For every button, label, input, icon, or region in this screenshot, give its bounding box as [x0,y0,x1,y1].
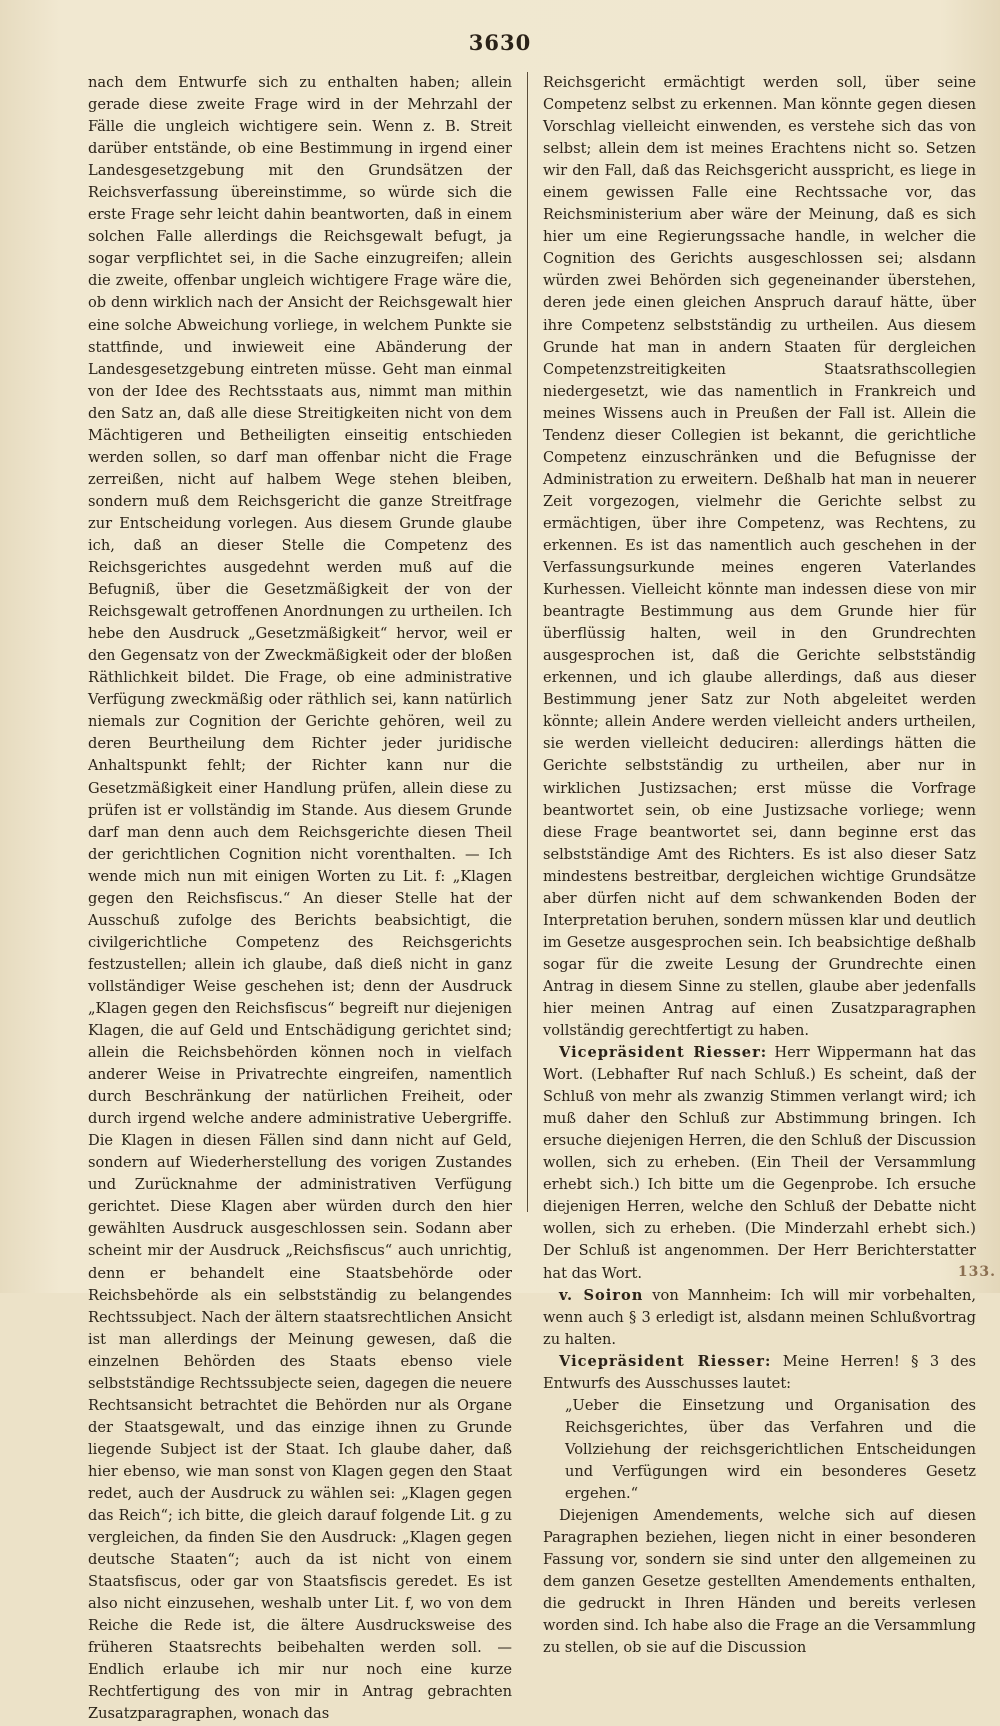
speech-text: von Mannheim: Ich will mir vorbehalten, wenn auch § 3 erledigt ist, alsdann meinen Schlußvortrag zu halten. [543,1286,976,1348]
speaker-name: Vicepräsident Riesser: [559,1352,772,1370]
column-divider [527,72,528,1212]
speech-paragraph [543,1285,976,1351]
speech-text: Meine Herren! § 3 des Entwurfs des Ausschusses lautet: [543,1352,976,1392]
quoted-paragraph: „Ueber die Einsetzung und Organisation des Reichsgerichtes, über das Verfahren und die Vollziehung der reichsgerichtlichen Entscheidungen und Verfügungen wird ein besonderes Gesetz ergehen.“ [565,1396,976,1502]
right-column [543,72,976,1659]
paragraph: Diejenigen Amendements, welche sich auf diesen Paragraphen beziehen, liegen nicht in einer besonderen Fassung vor, sondern sie sind unter den allgemeinen zu dem ganzen Gesetze gestellten Amendements enthalten, die gedruckt in Ihren Händen und bereits verlesen worden sind. Ich habe also die Frage an die Versammlung zu stellen, ob sie auf die Discussion [543,1507,976,1657]
speaker-name: v. Soiron [559,1286,644,1304]
edge-mark: 133. [957,1264,996,1280]
page-number: 3630 [468,30,532,55]
speaker-name: Vicepräsident Riesser: [559,1044,768,1062]
left-column [88,72,512,1726]
paragraph: nach dem Entwurfe sich zu enthalten haben; allein gerade diese zweite Frage wird in der Mehrzahl der Fälle die ungleich wichtigere sein. Wenn z. B. Streit darüber entstände, ob eine Bestimmung in irgend einer Landesgesetzgebung mit den Grundsätzen der Reichsverfassung übereinstimme, so würde sich die erste Frage sehr leicht dahin beantworten, daß in einem solchen Falle allerdings die Reichsgewalt befugt, ja sogar verpflichtet sei, in die Sache einzugreifen; allein die zweite, offenbar ungleich wichtigere Frage wäre die, ob denn wirklich nach der Ansicht der Reichsgewalt hier eine solche Abweichung vorliege, in welchem Punkte sie stattfinde, und inwieweit eine Abänderung der Landesgesetzgebung eintreten müsse. Geht man einmal von der Idee des Rechtsstaats aus, nimmt man mithin den Satz an, daß alle diese Streitigkeiten nicht von dem Mächtigeren und Betheiligten einseitig entschieden werden sollen, so darf man offenbar nicht die Frage zerreißen, nicht auf halbem Wege stehen bleiben, sondern muß dem Reichsgericht die ganze Streitfrage zur Entscheidung vorlegen. Aus diesem Grunde glaube ich, daß an dieser Stelle die Competenz des Reichsgerichtes ausgedehnt werden muß auf die Befugniß, über die Gesetzmäßigkeit der von der Reichsgewalt getroffenen Anordnungen zu urtheilen. Ich hebe den Ausdruck „Gesetzmäßigkeit“ hervor, weil er den Gegensatz von der Zweckmäßigkeit oder der bloßen Räthlichkeit bildet. Die Frage, ob eine administrative Verfügung zweckmäßig oder räthlich sei, kann natürlich niemals zur Cognition der Gerichte gehören, weil zu deren Beurtheilung dem Richter jeder juridische Anhaltspunkt fehlt; der Richter kann nur die Gesetzmäßigkeit einer Handlung prüfen, allein diese zu prüfen ist er vollständig im Stande. Aus diesem Grunde darf man denn auch dem Reichsgerichte diesen Theil der gerichtlichen Cognition nicht vorenthalten. — Ich wende mich nun mit einigen Worten zu Lit. f: „Klagen gegen den Reichsfiscus.“ An dieser Stelle hat der Ausschuß zufolge des Berichts beabsichtigt, die civilgerichtliche Competenz des Reichsgerichts festzustellen; allein ich glaube, daß dieß nicht in ganz vollständiger Weise geschehen ist; denn der Ausdruck „Klagen gegen den Reichsfiscus“ begreift nur diejenigen Klagen, die auf Geld und Entschädigung gerichtet sind; allein die Reichsbehörden können noch in vielfach anderer Weise in Privatrechte eingreifen, namentlich durch Beschränkung der natürlichen Freiheit, oder durch irgend welche andere administrative Uebergriffe. Die Klagen in diesen Fällen sind dann nicht auf Geld, sondern auf Wiederherstellung des vorigen Zustandes und Zurücknahme der administrativen Verfügung gerichtet. Diese Klagen aber würden durch den hier gewählten Ausdruck ausgeschlossen sein. Sodann aber scheint mir der Ausdruck „Reichsfiscus“ auch unrichtig, denn er behandelt eine Staatsbehörde oder Reichsbehörde als ein selbstständig zu belangendes Rechtssubject. Nach der ältern staatsrechtlichen Ansicht ist man allerdings der Meinung gewesen, daß die einzelnen Behörden des Staats ebenso viele selbstständige Rechtssubjecte seien, dagegen die neuere Rechtsansicht betrachtet die Behörden nur als Organe der Staatsgewalt, und das einzige ihnen zu Grunde liegende Subject ist der Staat. Ich glaube daher, daß hier ebenso, wie man sonst von Klagen gegen den Staat redet, auch der Ausdruck zu wählen sei: „Klagen gegen das Reich“; ich bitte, die gleich darauf folgende Lit. g zu vergleichen, da finden Sie den Ausdruck: „Klagen gegen deutsche Staaten“; auch da ist nicht von einem Staatsfiscus, oder gar von Staatsfiscis geredet. Es ist also nicht einzusehen, weshalb unter Lit. f, wo von dem Reiche die Rede ist, die ältere Ausdrucksweise des früheren Staatsrechts beibehalten werden soll. — Endlich erlaube ich mir nur noch eine kurze Rechtfertigung des von mir in Antrag gebrachten Zusatzparagraphen, wonach das [88,74,512,1723]
speech-paragraph [543,1351,976,1395]
speech-paragraph [543,1042,976,1285]
speech-text: Herr Wippermann hat das Wort. (Lebhafter Ruf nach Schluß.) Es scheint, daß der Schluß von mehr als zwanzig Stimmen verlangt wird; ich muß daher den Schluß zur Abstimmung bringen. Ich ersuche diejenigen Herren, die den Schluß der Discussion wollen, sich zu erheben. (Ein Theil der Versammlung erhebt sich.) Ich bitte um die Gegenprobe. Ich ersuche diejenigen Herren, welche den Schluß der Debatte nicht wollen, sich zu erheben. (Die Minderzahl erhebt sich.) Der Schluß ist angenommen. Der Herr Berichterstatter hat das Wort. [543,1044,977,1282]
paragraph: Reichsgericht ermächtigt werden soll, über seine Competenz selbst zu erkennen. Man könnte gegen diesen Vorschlag vielleicht einwenden, es verstehe sich das von selbst; allein dem ist meines Erachtens nicht so. Setzen wir den Fall, daß das Reichsgericht ausspricht, es liege in einem gewissen Falle eine Rechtssache vor, das Reichsministerium aber wäre der Meinung, daß es sich hier um eine Regierungssache handle, in welcher die Cognition des Gerichts ausgeschlossen sei; alsdann würden zwei Behörden sich gegeneinander überstehen, deren jede einen gleichen Anspruch darauf hätte, über ihre Competenz selbstständig zu urtheilen. Aus diesem Grunde hat man in andern Staaten für dergleichen Competenzstreitigkeiten Staatsrathscollegien niedergesetzt, wie das namentlich in Frankreich und meines Wissens auch in Preußen der Fall ist. Allein die Tendenz dieser Collegien ist bekannt, die gerichtliche Competenz einzuschränken und die Befugnisse der Administration zu erweitern. Deßhalb hat man in neuerer Zeit vorgezogen, vielmehr die Gerichte selbst zu ermächtigen, über ihre Competenz, was Rechtens, zu erkennen. Es ist das namentlich auch geschehen in der Verfassungsurkunde meines engeren Vaterlandes Kurhessen. Vielleicht könnte man indessen diese von mir beantragte Bestimmung aus dem Grunde hier für überflüssig halten, weil in den Grundrechten ausgesprochen ist, daß die Gerichte selbstständig erkennen, und ich glaube allerdings, daß aus dieser Bestimmung jener Satz zur Noth abgeleitet werden könnte; allein Andere werden vielleicht anders urtheilen, sie werden vielleicht deduciren: allerdings hätten die Gerichte selbstständig zu urtheilen, aber nur in wirklichen Justizsachen; erst müsse die Vorfrage beantwortet sein, ob eine Justizsache vorliege; wenn diese Frage beantwortet sei, dann beginne erst das selbstständige Amt des Richters. Es ist also dieser Satz mindestens bestreitbar, dergleichen wichtige Grundsätze aber dürfen nicht auf dem schwankenden Boden der Interpretation beruhen, sondern müssen klar und deutlich im Gesetze ausgesprochen sein. Ich beabsichtige deßhalb sogar für die zweite Lesung der Grundrechte einen Antrag in diesem Sinne zu stellen, glaube aber jedenfalls hier meinen Antrag auf einen Zusatzparagraphen vollständig gerechtfertigt zu haben. [543,74,976,1040]
